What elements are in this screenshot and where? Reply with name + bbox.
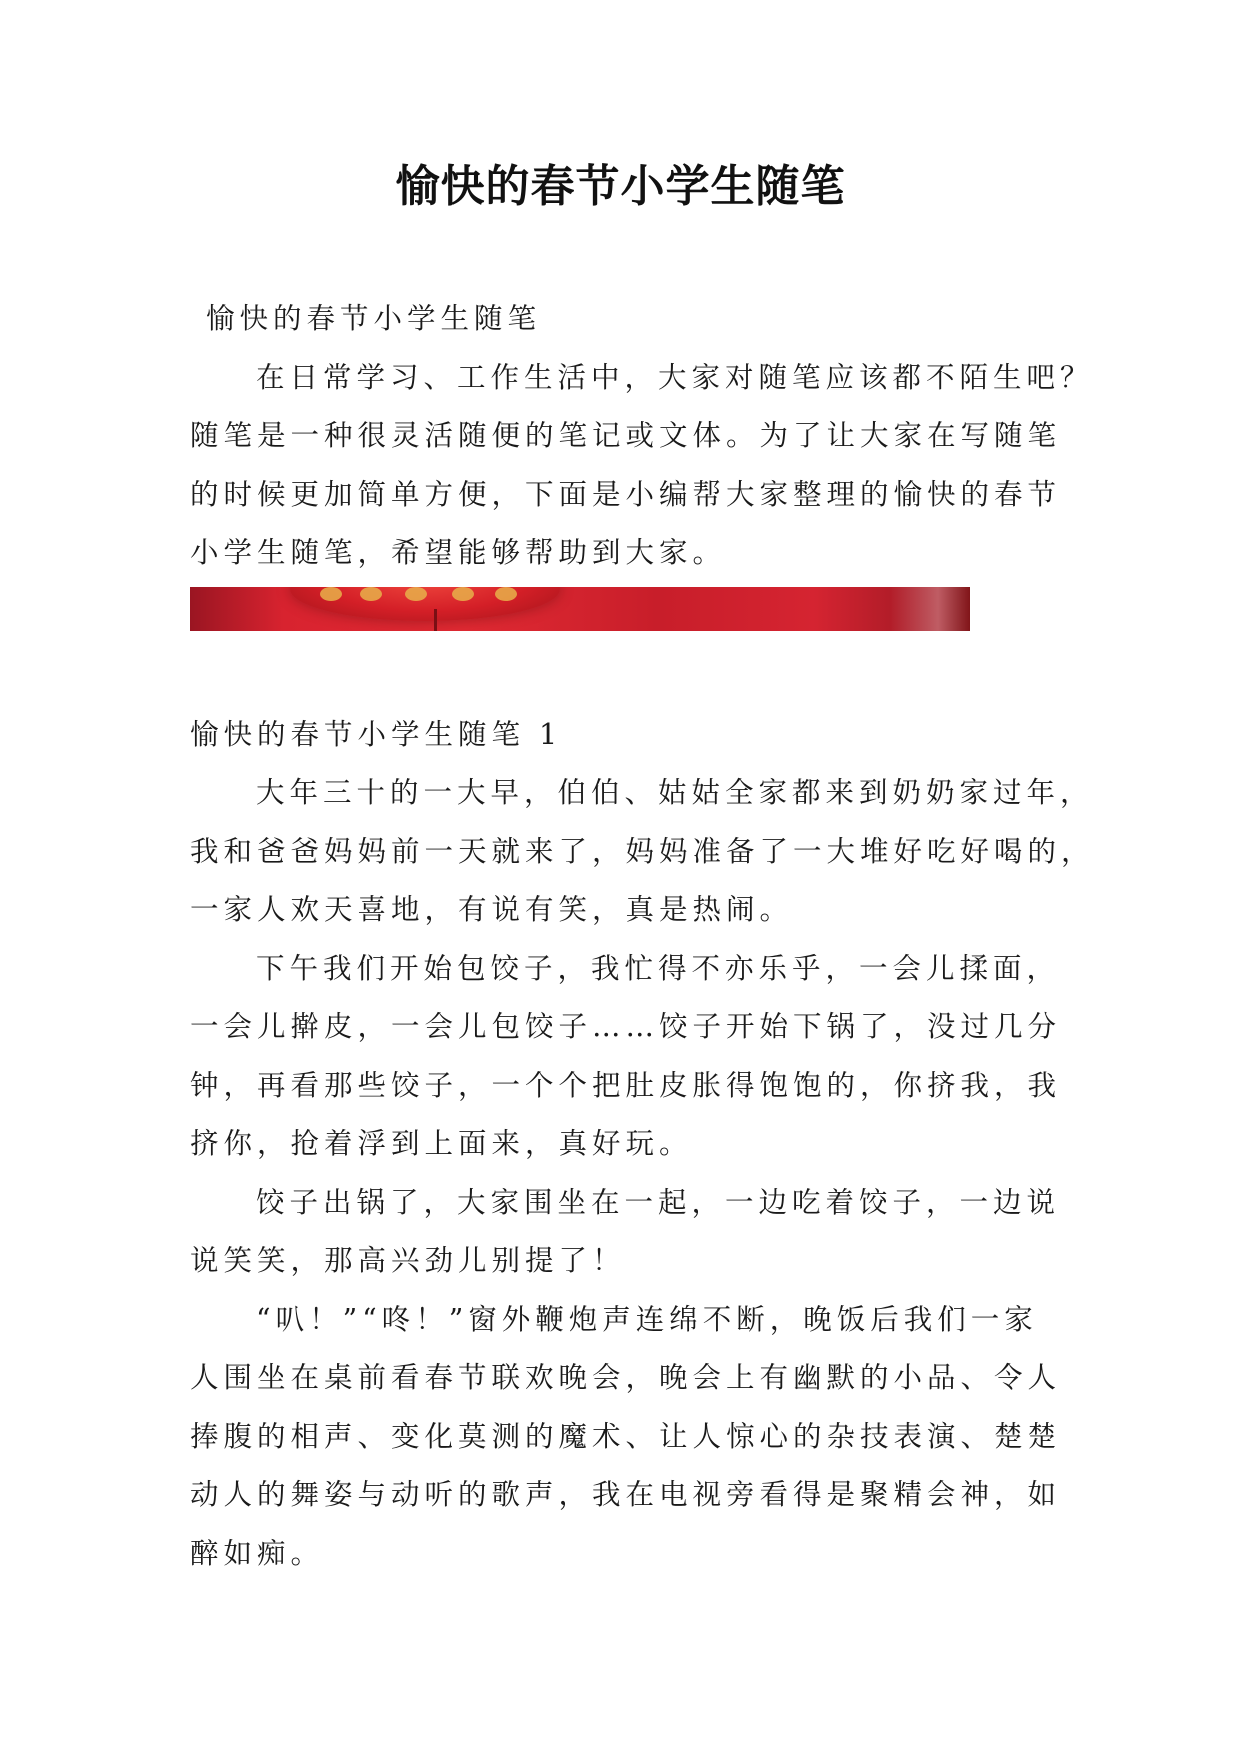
- gold-pattern-icon: [405, 587, 427, 601]
- page-title: 愉快的春节小学生随笔: [395, 161, 846, 212]
- paragraph-line: 醉如痴。: [190, 1536, 325, 1570]
- paragraph-line: 大年三十的一大早，伯伯、姑姑全家都来到奶奶家过年，: [256, 776, 1094, 809]
- paragraph-line: 饺子出锅了，大家围坐在一起，一边吃着饺子，一边说: [256, 1185, 1061, 1219]
- paragraph-line: 人围坐在桌前看春节联欢晚会，晚会上有幽默的小品、令人: [190, 1361, 1062, 1394]
- paragraph-line: 一家人欢天喜地，有说有笑，真是热闹。: [190, 893, 794, 926]
- paragraph-line: 说笑笑，那高兴劲儿别提了！: [190, 1244, 626, 1277]
- paragraph-line: 动人的舞姿与动听的歌声，我在电视旁看得是聚精会神，如: [190, 1478, 1062, 1511]
- gold-pattern-icon: [495, 587, 517, 601]
- red-lantern-banner-image: [190, 587, 970, 631]
- gold-pattern-icon: [360, 587, 382, 601]
- paragraph-line: 下午我们开始包饺子，我忙得不亦乐乎，一会儿揉面，: [256, 951, 1061, 985]
- lantern-tassel: [434, 609, 437, 631]
- paragraph-line: “叭！”“咚！”窗外鞭炮声连绵不断，晚饭后我们一家: [256, 1302, 1038, 1336]
- intro-subtitle: 愉快的春节小学生随笔: [206, 302, 542, 335]
- paragraph-line: 挤你，抢着浮到上面来，真好玩。: [190, 1127, 693, 1160]
- banner-edge-shade: [890, 587, 970, 631]
- paragraph-line: 我和爸爸妈妈前一天就来了，妈妈准备了一大堆好吃好喝的，: [190, 834, 1095, 868]
- intro-line: 在日常学习、工作生活中，大家对随笔应该都不陌生吧？: [256, 360, 1094, 394]
- gold-pattern-icon: [320, 587, 342, 601]
- paragraph-line: 捧腹的相声、变化莫测的魔术、让人惊心的杂技表演、楚楚: [190, 1419, 1062, 1453]
- gold-pattern-icon: [452, 587, 474, 601]
- intro-line: 小学生随笔，希望能够帮助到大家。: [190, 536, 727, 569]
- document-body: [190, 290, 1095, 1583]
- paragraph-line: 一会儿擀皮，一会儿包饺子……饺子开始下锅了，没过几分: [190, 1010, 1062, 1043]
- intro-line: 的时候更加简单方便，下面是小编帮大家整理的愉快的春节: [190, 477, 1062, 511]
- intro-line: 随笔是一种很灵活随便的笔记或文体。为了让大家在写随笔: [190, 419, 1062, 452]
- paragraph-line: 钟，再看那些饺子，一个个把肚皮胀得饱饱的，你挤我，我: [190, 1068, 1062, 1102]
- section-heading: 愉快的春节小学生随笔 1: [190, 717, 563, 751]
